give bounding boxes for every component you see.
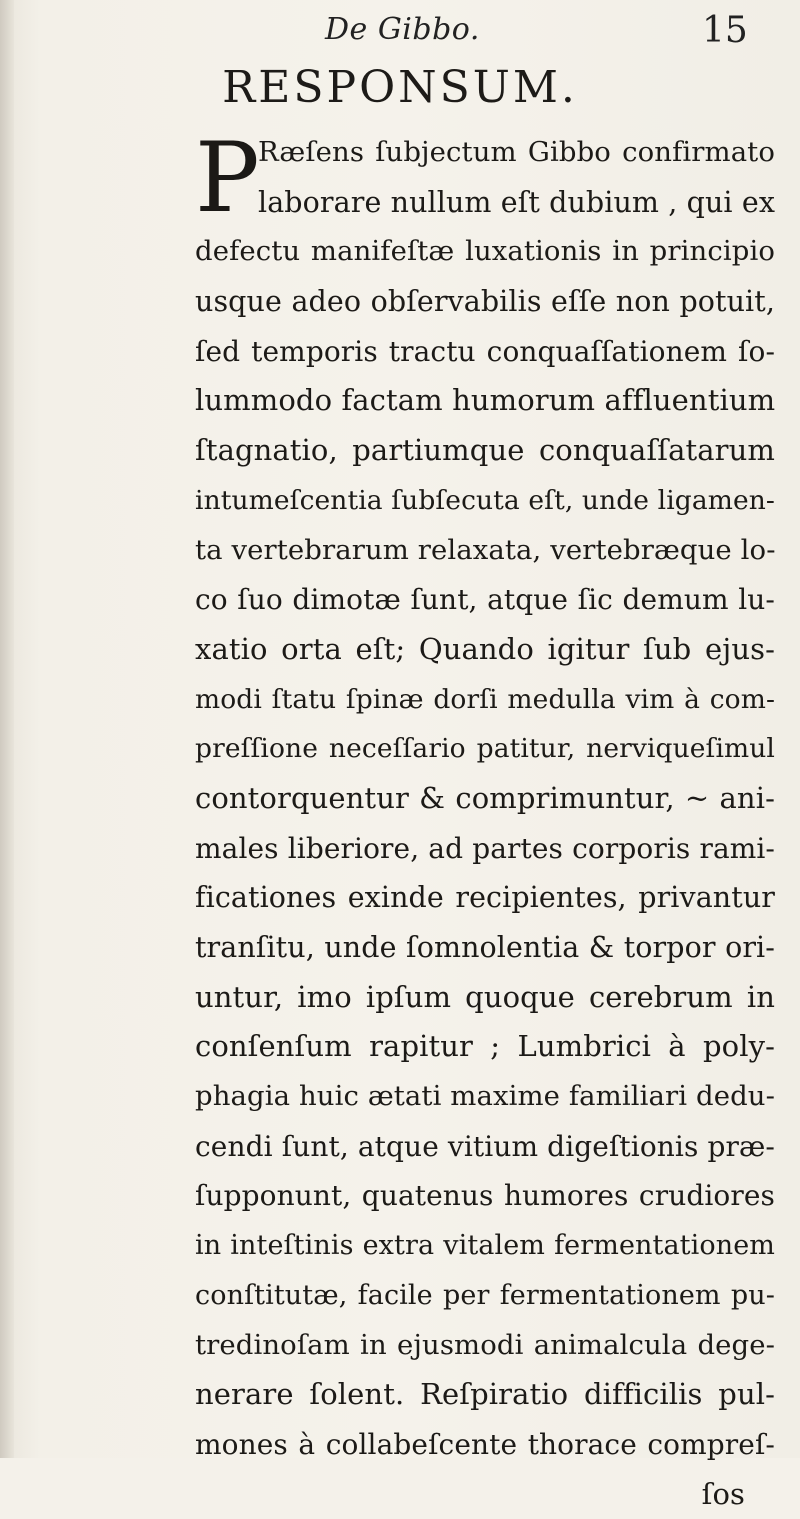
text-line: defectu manifeſtæ luxationis in principio	[195, 235, 775, 268]
text-line: preſſione neceſſario patitur, nerviqueſimul	[195, 733, 775, 765]
text-line: conſtitutæ, facile per fermentationem pu-	[195, 1279, 775, 1311]
text-line: modi ſtatu ſpinæ dorſi medulla vim à com-	[195, 683, 775, 715]
running-title: De Gibbo.	[325, 12, 480, 47]
catchword: ſos	[701, 1476, 745, 1511]
text-line: ficationes exinde recipientes, privantur	[195, 881, 775, 915]
text-line: untur, imo ipſum quoque cerebrum in	[195, 979, 775, 1014]
text-line: males liberiore, ad partes corporis rami-	[195, 831, 775, 865]
text-line: ſed temporis tractu conquaſſationem ſo-	[195, 334, 775, 368]
text-line: laborare nullum eſt dubium , qui ex	[258, 185, 775, 219]
text-line: Ræſens ſubjectum Gibbo confirmato	[258, 136, 775, 168]
text-line: usque adeo obſervabilis eſſe non potuit,	[195, 285, 775, 319]
text-line: tranſitu, unde ſomnolentia & torpor ori-	[195, 931, 775, 964]
text-line: intumeſcentia ſubſecuta eſt, unde ligamen-	[195, 484, 775, 516]
text-line: conſenſum rapitur ; Lumbrici à poly-	[195, 1029, 775, 1064]
text-line: ſtagnatio, partiumque conquaſſatarum	[195, 433, 775, 468]
section-title: RESPONSUM.	[222, 62, 578, 113]
text-line: tredinoſam in ejusmodi animalcula dege-	[195, 1328, 775, 1361]
page-header	[0, 4, 800, 64]
text-line: cendi ſunt, atque vitium digeſtionis præ-	[195, 1129, 775, 1163]
drop-cap: P	[195, 122, 260, 234]
binding-gutter	[0, 0, 14, 1458]
text-line: contorquentur & comprimuntur, ~ ani-	[195, 780, 775, 815]
text-line: co ſuo dimotæ ſunt, atque ſic demum lu-	[195, 583, 775, 617]
text-line: nerare ſolent. Reſpiratio difficilis pul-	[195, 1377, 775, 1412]
text-line: lummodo factam humorum affluentium	[195, 383, 776, 418]
text-line: ſupponunt, quatenus humores crudiores	[195, 1179, 775, 1213]
text-line: ta vertebrarum relaxata, vertebræque lo-	[195, 533, 776, 566]
text-line: mones à collabeſcente thorace compreſ-	[195, 1427, 775, 1461]
body-text	[195, 122, 776, 1519]
text-line: in inteſtinis extra vitalem fermentationem	[195, 1230, 775, 1262]
text-line: phagia huic ætati maxime familiari dedu-	[195, 1080, 775, 1113]
page-number: 15	[702, 10, 748, 51]
text-line: xatio orta eſt; Quando igitur ſub ejus-	[195, 631, 775, 666]
